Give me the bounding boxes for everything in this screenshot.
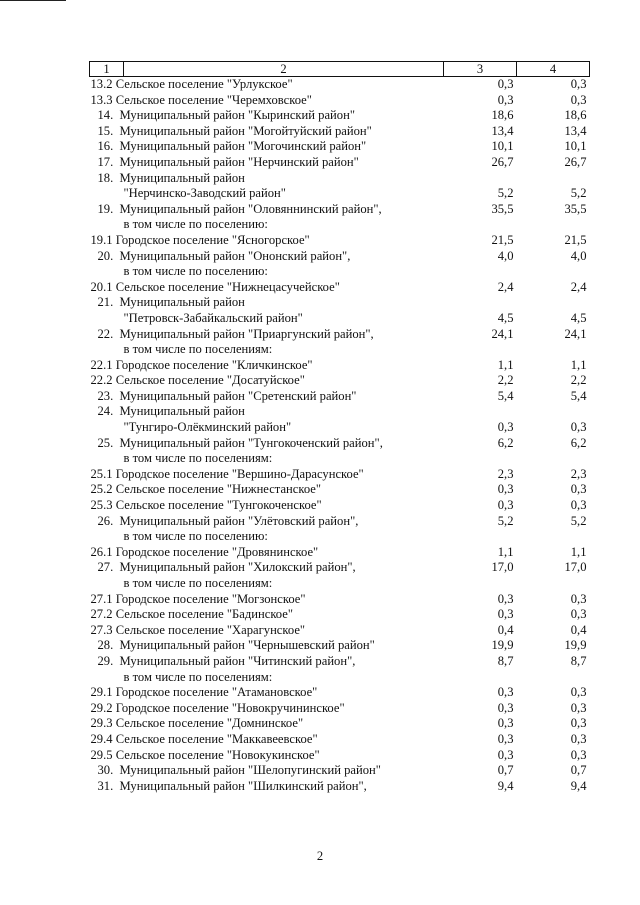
col4-cell-value: 2,3: [570, 466, 587, 481]
table-row: [90, 93, 590, 109]
table-row: [90, 467, 590, 483]
col4-cell: [517, 295, 590, 326]
row-label: 13.3 Сельское поселение "Черемховское": [90, 92, 312, 107]
col4-cell-value: 8,7: [570, 653, 587, 668]
col3-cell: [444, 358, 517, 374]
row-name-cell: [90, 295, 444, 326]
row-label: 20. Муниципальный район "Ононский район",: [97, 248, 351, 263]
col3-cell: [444, 295, 517, 326]
row-label: 17. Муниципальный район "Нерчинский район": [97, 154, 359, 169]
col4-cell-value: 0,3: [570, 482, 587, 497]
row-label: 19. Муниципальный район "Оловяннинский район",: [97, 201, 382, 216]
col4-cell-value: 0,3: [570, 731, 587, 746]
col4-cell: [517, 108, 590, 124]
col4-cell: [517, 592, 590, 608]
col3-cell: [444, 607, 517, 623]
row-label: 26. Муниципальный район "Улётовский район",: [97, 513, 359, 528]
col3-cell: [444, 514, 517, 545]
col3-cell-value: 4,0: [497, 248, 514, 263]
col3-cell-value: 0,3: [497, 716, 514, 731]
row-label-continuation: в том числе по поселениям:: [123, 576, 273, 590]
row-label: 14. Муниципальный район "Кыринский район": [97, 108, 355, 123]
row-name-cell: [90, 108, 444, 124]
col3-cell: [444, 545, 517, 561]
row-name-cell: [90, 373, 444, 389]
table-row: [90, 607, 590, 623]
table-row: [90, 124, 590, 140]
col4-cell-value: 0,3: [570, 77, 587, 91]
table-row: [90, 249, 590, 280]
table-row: [90, 514, 590, 545]
row-name-cell: [90, 685, 444, 701]
row-label: 27.3 Сельское поселение "Харагунское": [90, 622, 306, 637]
col3-cell: [444, 560, 517, 591]
table-row: [90, 327, 590, 358]
row-label: 22.1 Городское поселение "Кличкинское": [90, 357, 313, 372]
col4-cell-value: 4,5: [570, 310, 587, 325]
row-label: 25.2 Сельское поселение "Нижнестанское": [90, 482, 322, 497]
col3-cell-value: 0,3: [497, 498, 514, 513]
row-label: 29.5 Сельское поселение "Новокукинское": [90, 747, 320, 762]
row-label: 18. Муниципальный район: [97, 170, 245, 185]
col4-cell-value: 0,3: [570, 685, 587, 700]
table-row: [90, 701, 590, 717]
col3-cell-value: 5,4: [497, 388, 514, 403]
row-label: 29.2 Городское поселение "Новокручининское": [90, 700, 345, 715]
col4-cell: [517, 545, 590, 561]
col3-cell: [444, 155, 517, 171]
row-label: 23. Муниципальный район "Сретенский район": [97, 388, 357, 403]
row-label: 15. Муниципальный район "Могойтуйский район": [97, 123, 372, 138]
col3-cell: [444, 124, 517, 140]
allocation-table: [89, 61, 590, 794]
col3-cell-value: 2,2: [497, 373, 514, 388]
table-row: [90, 108, 590, 124]
col3-cell-value: 0,3: [497, 482, 514, 497]
table-row: [90, 763, 590, 779]
col3-cell: [444, 327, 517, 358]
table-row: [90, 685, 590, 701]
col4-cell: [517, 389, 590, 405]
col3-cell-value: 0,3: [497, 420, 514, 435]
col3-cell-value: 10,1: [491, 139, 514, 154]
col4-cell-value: 24,1: [564, 326, 587, 341]
col3-cell-value: 18,6: [491, 108, 514, 123]
row-label-continuation: "Петровск-Забайкальский район": [123, 310, 303, 325]
col4-cell-value: 35,5: [564, 201, 587, 216]
col4-cell-value: 5,4: [570, 388, 587, 403]
row-name-cell: [90, 514, 444, 545]
table-row: [90, 779, 590, 795]
table-row: [90, 404, 590, 435]
col4-cell-value: 5,2: [570, 513, 587, 528]
row-label-continuation: в том числе по поселению:: [123, 217, 268, 232]
col4-cell: [517, 358, 590, 374]
table-row: [90, 592, 590, 608]
col4-cell-value: 26,7: [564, 154, 587, 169]
col3-cell: [444, 77, 517, 93]
row-label: 26.1 Городское поселение "Дровянинское": [90, 544, 319, 559]
col4-cell-value: 0,3: [570, 591, 587, 606]
table-row: [90, 716, 590, 732]
row-label: 25.1 Городское поселение "Вершино-Дарасунское": [90, 466, 364, 481]
table-header-row: [90, 62, 590, 77]
column-header-2: 2: [124, 62, 444, 77]
row-name-cell: [90, 404, 444, 435]
col4-cell: [517, 404, 590, 435]
col4-cell-value: 0,3: [570, 700, 587, 715]
row-label-continuation: в том числе по поселениям:: [123, 451, 273, 466]
col4-cell-value: 17,0: [564, 560, 587, 575]
row-name-cell: [90, 592, 444, 608]
col4-cell-value: 6,2: [570, 435, 587, 450]
table-row: [90, 482, 590, 498]
row-label: 16. Муниципальный район "Могочинский район": [97, 139, 367, 154]
table-row: [90, 560, 590, 591]
row-name-cell: [90, 93, 444, 109]
col3-cell: [444, 498, 517, 514]
col3-cell: [444, 280, 517, 296]
col3-cell-value: 0,3: [497, 92, 514, 107]
row-name-cell: [90, 155, 444, 171]
col3-cell-value: 19,9: [491, 638, 514, 653]
col4-cell-value: 0,3: [570, 607, 587, 622]
row-name-cell: [90, 763, 444, 779]
col4-cell: [517, 124, 590, 140]
col3-cell: [444, 467, 517, 483]
col4-cell-value: 0,7: [570, 763, 587, 778]
row-name-cell: [90, 139, 444, 155]
row-label: 27. Муниципальный район "Хилокский район",: [97, 560, 356, 575]
row-label: 20.1 Сельское поселение "Нижнецасучейское": [90, 279, 340, 294]
col4-cell-value: 0,3: [570, 716, 587, 731]
col3-cell: [444, 93, 517, 109]
col3-cell: [444, 482, 517, 498]
col4-cell: [517, 732, 590, 748]
col4-cell: [517, 155, 590, 171]
column-header-4: 4: [517, 62, 590, 77]
col4-cell: [517, 748, 590, 764]
col4-cell: [517, 280, 590, 296]
col3-cell: [444, 654, 517, 685]
col4-cell-value: 13,4: [564, 123, 587, 138]
row-name-cell: [90, 389, 444, 405]
row-label-continuation: в том числе по поселению:: [123, 264, 268, 279]
row-name-cell: [90, 701, 444, 717]
col3-cell: [444, 249, 517, 280]
col4-cell-value: 1,1: [570, 357, 587, 372]
row-name-cell: [90, 732, 444, 748]
row-label: 19.1 Городское поселение "Ясногорское": [90, 232, 310, 247]
row-name-cell: [90, 327, 444, 358]
col3-cell-value: 26,7: [491, 154, 514, 169]
column-header-1: 1: [90, 62, 124, 77]
col3-cell-value: 0,7: [497, 763, 514, 778]
row-name-cell: [90, 233, 444, 249]
col4-cell-value: 18,6: [564, 108, 587, 123]
col3-cell: [444, 592, 517, 608]
row-label-continuation: в том числе по поселениям:: [123, 669, 273, 684]
col3-cell-value: 0,4: [497, 622, 514, 637]
row-label: 24. Муниципальный район: [97, 404, 245, 419]
row-name-cell: [90, 358, 444, 374]
table-body: [90, 77, 590, 795]
row-label: 29.1 Городское поселение "Атамановское": [90, 685, 318, 700]
row-label-continuation: в том числе по поселениям:: [123, 342, 273, 357]
row-label: 31. Муниципальный район "Шилкинский район",: [97, 778, 367, 793]
col4-cell: [517, 467, 590, 483]
col4-cell: [517, 139, 590, 155]
row-name-cell: [90, 436, 444, 467]
row-label: 30. Муниципальный район "Шелопугинский район": [97, 763, 381, 778]
col4-cell: [517, 607, 590, 623]
col4-cell-value: 5,2: [570, 186, 587, 201]
row-label: 22.2 Сельское поселение "Досатуйское": [90, 373, 305, 388]
col4-cell-value: 9,4: [570, 778, 587, 793]
col3-cell: [444, 389, 517, 405]
col3-cell-value: 24,1: [491, 326, 514, 341]
col3-cell: [444, 638, 517, 654]
col4-cell: [517, 249, 590, 280]
col3-cell-value: 6,2: [497, 435, 514, 450]
col3-cell: [444, 202, 517, 233]
row-label: 29.3 Сельское поселение "Домнинское": [90, 716, 304, 731]
col3-cell-value: 1,1: [497, 357, 514, 372]
col4-cell-value: 21,5: [564, 232, 587, 247]
col3-cell-value: 5,2: [497, 186, 514, 201]
row-name-cell: [90, 748, 444, 764]
col4-cell-value: 0,3: [570, 747, 587, 762]
col3-cell: [444, 233, 517, 249]
col4-cell: [517, 623, 590, 639]
col4-cell-value: 10,1: [564, 139, 587, 154]
col4-cell-value: 19,9: [564, 638, 587, 653]
col3-cell-value: 2,4: [497, 279, 514, 294]
col4-cell: [517, 654, 590, 685]
row-label-continuation: в том числе по поселению:: [123, 529, 268, 544]
col3-cell-value: 0,3: [497, 77, 514, 91]
col3-cell-value: 35,5: [491, 201, 514, 216]
col3-cell: [444, 171, 517, 202]
row-name-cell: [90, 623, 444, 639]
col4-cell: [517, 77, 590, 93]
col3-cell: [444, 716, 517, 732]
col4-cell: [517, 701, 590, 717]
col4-cell: [517, 202, 590, 233]
col4-cell-value: 0,3: [570, 420, 587, 435]
col3-cell: [444, 763, 517, 779]
row-label: 25.3 Сельское поселение "Тунгокоченское": [90, 498, 322, 513]
col3-cell: [444, 748, 517, 764]
row-name-cell: [90, 202, 444, 233]
table-row: [90, 202, 590, 233]
col3-cell-value: 0,3: [497, 700, 514, 715]
table-row: [90, 171, 590, 202]
col3-cell: [444, 139, 517, 155]
row-label: 27.2 Сельское поселение "Бадинское": [90, 607, 293, 622]
col3-cell-value: 21,5: [491, 232, 514, 247]
col4-cell: [517, 436, 590, 467]
col3-cell-value: 17,0: [491, 560, 514, 575]
row-name-cell: [90, 607, 444, 623]
col3-cell-value: 13,4: [491, 123, 514, 138]
row-label: 29.4 Сельское поселение "Маккавеевское": [90, 731, 318, 746]
table-row: [90, 280, 590, 296]
row-label: 21. Муниципальный район: [97, 295, 245, 310]
table-row: [90, 623, 590, 639]
row-label: 28. Муниципальный район "Чернышевский район": [97, 638, 375, 653]
column-header-3: 3: [444, 62, 517, 77]
col4-cell: [517, 716, 590, 732]
col4-cell: [517, 779, 590, 795]
col4-cell: [517, 373, 590, 389]
col4-cell: [517, 560, 590, 591]
table-row: [90, 389, 590, 405]
row-name-cell: [90, 779, 444, 795]
col4-cell: [517, 482, 590, 498]
col4-cell: [517, 327, 590, 358]
col4-cell-value: 2,2: [570, 373, 587, 388]
col3-cell: [444, 623, 517, 639]
table-row: [90, 295, 590, 326]
col3-cell-value: 0,3: [497, 747, 514, 762]
col3-cell-value: 1,1: [497, 544, 514, 559]
table-row: [90, 732, 590, 748]
row-name-cell: [90, 545, 444, 561]
row-name-cell: [90, 560, 444, 591]
table-row: [90, 638, 590, 654]
table-row: [90, 545, 590, 561]
row-name-cell: [90, 171, 444, 202]
table-row: [90, 233, 590, 249]
row-name-cell: [90, 654, 444, 685]
table-row: [90, 77, 590, 93]
row-label: 29. Муниципальный район "Читинский район",: [97, 653, 356, 668]
col3-cell-value: 2,3: [497, 466, 514, 481]
col3-cell-value: 0,3: [497, 607, 514, 622]
page-number: 2: [316, 849, 324, 863]
table-row: [90, 373, 590, 389]
row-name-cell: [90, 638, 444, 654]
row-name-cell: [90, 467, 444, 483]
col4-cell-value: 0,3: [570, 92, 587, 107]
row-label-continuation: "Нерчинско-Заводский район": [123, 186, 286, 201]
row-name-cell: [90, 280, 444, 296]
col4-cell-value: 0,3: [570, 498, 587, 513]
col3-cell-value: 0,3: [497, 685, 514, 700]
row-name-cell: [90, 249, 444, 280]
col3-cell: [444, 108, 517, 124]
row-name-cell: [90, 498, 444, 514]
col4-cell: [517, 93, 590, 109]
col3-cell: [444, 732, 517, 748]
row-label: 22. Муниципальный район "Приаргунский район",: [97, 326, 374, 341]
row-name-cell: [90, 716, 444, 732]
table-row: [90, 139, 590, 155]
col4-cell: [517, 638, 590, 654]
col3-cell-value: 0,3: [497, 731, 514, 746]
col3-cell-value: 4,5: [497, 310, 514, 325]
row-label-continuation: "Тунгиро-Олёкминский район": [123, 420, 292, 435]
table-row: [90, 436, 590, 467]
table-row: [90, 155, 590, 171]
table-row: [90, 748, 590, 764]
col4-cell: [517, 233, 590, 249]
table-row: [90, 498, 590, 514]
col3-cell: [444, 373, 517, 389]
col3-cell-value: 8,7: [497, 653, 514, 668]
col4-cell: [517, 171, 590, 202]
row-name-cell: [90, 482, 444, 498]
row-label: 27.1 Городское поселение "Могзонское": [90, 591, 306, 606]
col3-cell: [444, 436, 517, 467]
col3-cell-value: 0,3: [497, 591, 514, 606]
col4-cell-value: 4,0: [570, 248, 587, 263]
col4-cell: [517, 514, 590, 545]
col3-cell: [444, 685, 517, 701]
col4-cell: [517, 763, 590, 779]
col3-cell: [444, 701, 517, 717]
row-label: 25. Муниципальный район "Тунгокоченский район",: [97, 435, 383, 450]
col4-cell-value: 2,4: [570, 279, 587, 294]
col4-cell-value: 0,4: [570, 622, 587, 637]
col4-cell: [517, 498, 590, 514]
table-row: [90, 358, 590, 374]
col4-cell-value: 1,1: [570, 544, 587, 559]
col3-cell: [444, 779, 517, 795]
col3-cell-value: 5,2: [497, 513, 514, 528]
corner-rule: [0, 0, 66, 1]
row-label: 13.2 Сельское поселение "Урлукское": [90, 77, 293, 91]
col3-cell: [444, 404, 517, 435]
col4-cell: [517, 685, 590, 701]
row-name-cell: [90, 124, 444, 140]
col3-cell-value: 9,4: [497, 778, 514, 793]
table-row: [90, 654, 590, 685]
row-name-cell: [90, 77, 444, 93]
